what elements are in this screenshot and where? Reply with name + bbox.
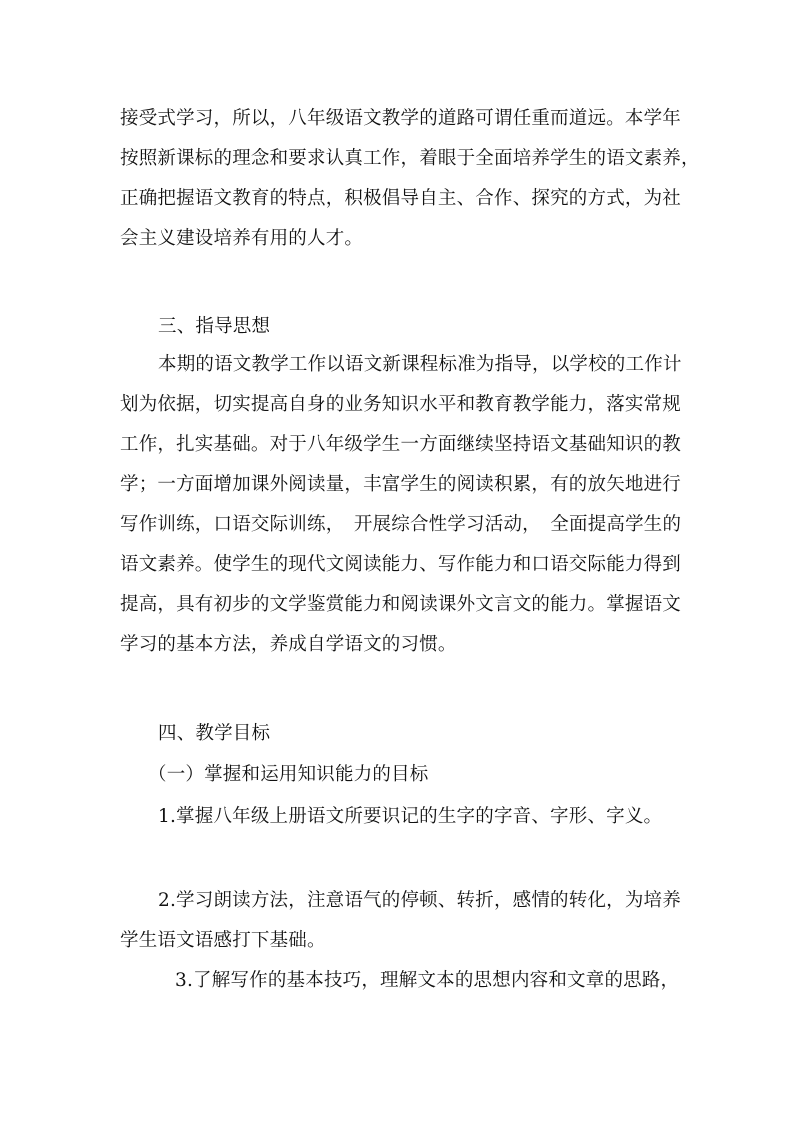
- paragraph-line: 学习的基本方法，养成自学语文的习惯。: [120, 634, 457, 655]
- paragraph-line: 本期的语文教学工作以语文新课程标准为指导，以学校的工作计: [158, 354, 682, 375]
- section-heading: 四、教学目标: [158, 723, 271, 744]
- list-item: 1.掌握八年级上册语文所要识记的生字的字音、字形、字义。: [158, 806, 663, 827]
- paragraph-line: 写作训练，口语交际训练， 开展综合性学习活动， 全面提高学生的: [120, 514, 682, 535]
- paragraph-line: 划为依据，切实提高自身的业务知识水平和教育教学能力，落实常规: [120, 394, 682, 415]
- paragraph-line: 学；一方面增加课外阅读量，丰富学生的阅读积累，有的放矢地进行: [120, 474, 682, 495]
- subsection-heading: （一）掌握和运用知识能力的目标: [148, 764, 429, 785]
- paragraph-line: 会主义建设培养有用的人才。: [120, 228, 364, 249]
- paragraph-line: 按照新课标的理念和要求认真工作，着眼于全面培养学生的语文素养，: [120, 148, 700, 169]
- list-item: 3.了解写作的基本技巧，理解文本的思想内容和文章的思路，: [175, 970, 680, 991]
- paragraph-line: 学生语文语感打下基础。: [120, 930, 326, 951]
- paragraph-line: 正确把握语文教育的特点，积极倡导自主、合作、探究的方式，为社: [120, 188, 682, 209]
- paragraph-line: 接受式学习，所以，八年级语文教学的道路可谓任重而道远。本学年: [120, 108, 682, 129]
- list-item: 2.学习朗读方法，注意语气的停顿、转折，感情的转化，为培养: [158, 890, 681, 911]
- paragraph-line: 语文素养。使学生的现代文阅读能力、写作能力和口语交际能力得到: [120, 554, 682, 575]
- paragraph-line: 工作，扎实基础。对于八年级学生一方面继续坚持语文基础知识的教: [120, 434, 682, 455]
- paragraph-line: 提高，具有初步的文学鉴赏能力和阅读课外文言文的能力。掌握语文: [120, 594, 682, 615]
- section-heading: 三、指导思想: [158, 316, 271, 337]
